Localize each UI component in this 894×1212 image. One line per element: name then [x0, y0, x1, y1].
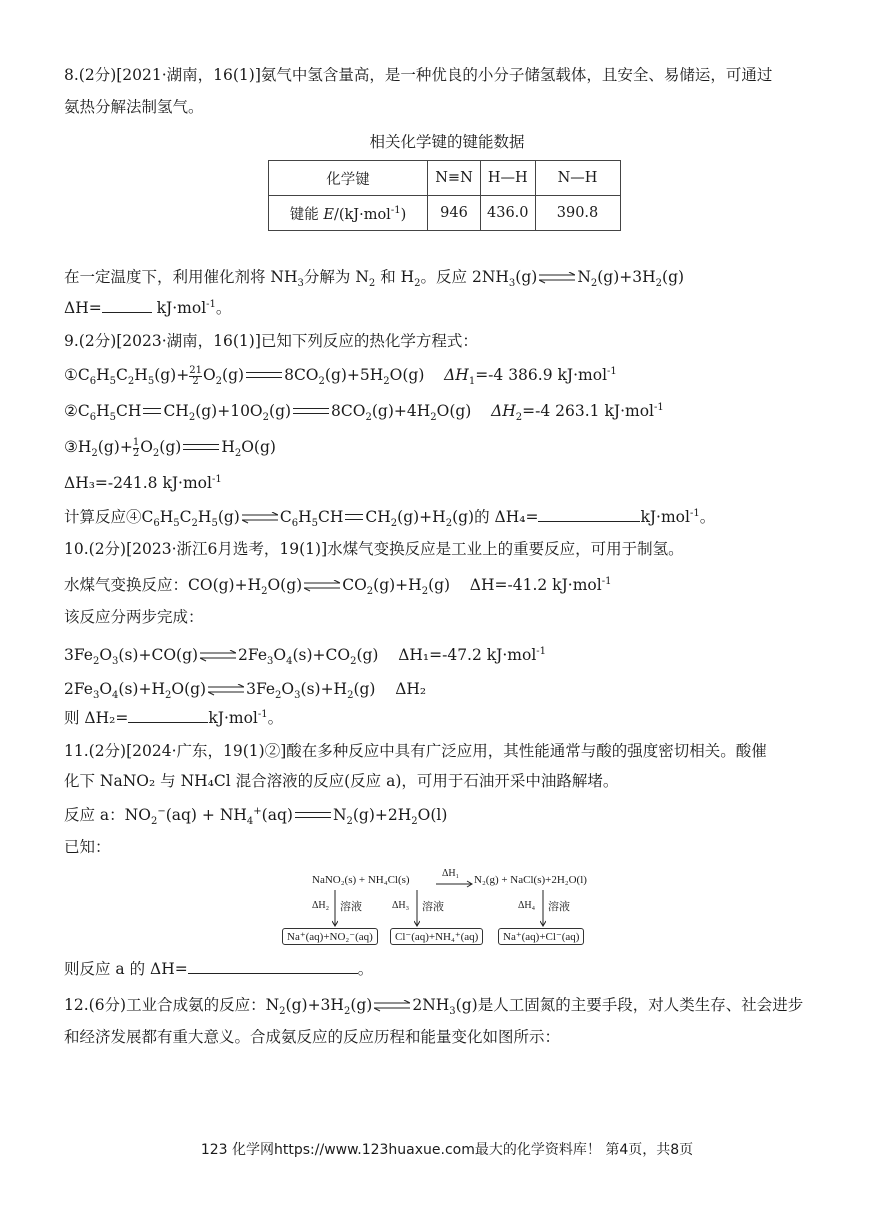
table-cell: 390.8 [535, 196, 620, 231]
reversible-arrow-icon [208, 684, 244, 696]
q11-line2: 化下 NaNO₂ 与 NH₄Cl 混合溶液的反应(反应 a)，可用于石油开采中油路解堵。 [64, 772, 619, 790]
diagram-reactants: NaNO₂(s) + NH₄Cl(s) [312, 874, 410, 886]
q8-line2: 氨热分解法制氢气。 [64, 98, 204, 116]
q10-line2: 水煤气变换反应：$CO(g)+H_2O(g)$ $CO_2(g)+H_2(g)$ ΔH=-41.2 kJ·mol$^{-1}$ [64, 575, 612, 598]
table-title: 相关化学键的键能数据 [369, 133, 525, 151]
reversible-arrow-icon [304, 580, 340, 592]
answer-blank[interactable] [128, 708, 208, 723]
diagram-box-sodium-nitrite-ions: Na⁺(aq)+NO₂⁻(aq) [282, 928, 378, 945]
diagram-dh1: ΔH₁ [442, 868, 460, 879]
answer-blank[interactable] [538, 507, 640, 522]
q10-step2: $2Fe_3O_4(s)+H_2O(g)$ $3Fe_2O_3(s)+H_2(g)$ ΔH₂ [64, 680, 427, 702]
q10-line3: 该反应分两步完成： [64, 608, 204, 626]
reversible-arrow-icon [242, 512, 278, 524]
q9-reaction-1: $①C_6H_5C_2H_5(g)+$ $\frac{21}{2}$ $O_2(g)$ $8CO_2(g)+5H_2O(g)$ $\Delta H_1=-4$ 386.9 kJ·mol$^{-1}$ [64, 364, 617, 388]
q9-dh3: ΔH₃=-241.8 kJ·mol$^{-1}$ [64, 473, 222, 492]
down-arrow-icon [540, 890, 546, 930]
table-cell: 436.0 [481, 196, 536, 231]
enthalpy-cycle-diagram [280, 868, 620, 954]
q11-line1: 11.(2分)[2024·广东，19(1)②]酸在多种反应中具有广泛应用，其性能通常与酸的强度密切相关。酸催 [64, 742, 767, 760]
diagram-dh4: ΔH₄ [518, 900, 536, 911]
q11-reaction-a: 反应 a：$NO_2^-(aq) + NH_4^+(aq)$ $N_2(g)+2H_2O(l)$ [64, 805, 448, 828]
diagram-box-ammonium-chloride-ions: Cl⁻(aq)+NH₄⁺(aq) [390, 928, 483, 945]
q11-answer-line: 则反应 a 的 ΔH= 。 [64, 960, 374, 978]
table-header: 化学键 [269, 161, 428, 196]
q10-step1: $3Fe_2O_3(s)+CO(g)$ $2Fe_3O_4(s)+CO_2(g)$ ΔH₁=-47.2 kJ·mol$^{-1}$ [64, 645, 547, 668]
diagram-box-sodium-chloride-ions: Na⁺(aq)+Cl⁻(aq) [498, 928, 584, 945]
reversible-arrow-icon [200, 650, 236, 662]
reversible-arrow-icon [539, 272, 575, 284]
right-arrow-icon [436, 880, 476, 888]
diagram-solution-label: 溶液 [548, 901, 570, 913]
q9-reaction-2: $②C_6H_5CH$ $CH_2(g)+10O_2(g)$ $8CO_2(g)+4H_2O(g)$ $\Delta H_2=-4$ 263.1 kJ·mol$^{-1}$ [64, 401, 664, 424]
q9-line1: 9.(2分)[2023·湖南，16(1)]已知下列反应的热化学方程式： [64, 332, 478, 350]
diagram-solution-label: 溶液 [422, 901, 444, 913]
q9-calc-line: 计算反应$④C_6H_5C_2H_5(g)$ $C_6H_5CH$ $CH_2(g)+H_2(g)$的 ΔH₄= kJ·mol$^{-1}$。 [64, 507, 716, 530]
diagram-products: N₂(g) + NaCl(s)+2H₂O(l) [474, 874, 587, 886]
q12-line2: 和经济发展都有重大意义。合成氨反应的反应历程和能量变化如图所示： [64, 1028, 561, 1046]
page-footer: 123 化学网https://www.123huaxue.com最大的化学资料库！ 第4页，共8页 [200, 1142, 694, 1158]
q8-line3: 在一定温度下，利用催化剂将 $NH_3$分解为 $N_2$ 和 $H_2$。反应 $2NH_3(g)$ $N_2(g)+3H_2(g)$ [64, 268, 685, 290]
table-header: H—H [481, 161, 536, 196]
diagram-dh3: ΔH₃ [392, 900, 410, 911]
table-header: N≡N [428, 161, 481, 196]
diagram-dh2: ΔH₂ [312, 900, 330, 911]
q10-line1: 10.(2分)[2023·浙江6月选考，19(1)]水煤气变换反应是工业上的重要反应，可用于制氢。 [64, 540, 684, 558]
answer-blank[interactable] [102, 298, 152, 313]
q10-answer-line: 则 ΔH₂= kJ·mol$^{-1}$。 [64, 708, 284, 727]
q8-line1: 8.(2分)[2021·湖南，16(1)]氨气中氢含量高，是一种优良的小分子储氢载体，且安全、易储运，可通过 [64, 66, 773, 84]
table-header: N—H [535, 161, 620, 196]
q12-line1: 12.(6分)工业合成氨的反应：$N_2(g)+3H_2(g)$ $2NH_3(g)$是人工固氮的主要手段，对人类生存、社会进步 [64, 996, 804, 1018]
table-row-label: 键能 E/(kJ·mol$^{-1}$) [269, 196, 428, 231]
down-arrow-icon [414, 890, 420, 930]
q9-reaction-3: $③H_2(g)+$ $\frac{1}{2}$ $O_2(g)$ $H_2O(g)$ [64, 436, 276, 460]
reversible-arrow-icon [374, 1000, 410, 1012]
q8-answer-line: ΔH= kJ·mol$^{-1}$。 [64, 298, 232, 317]
bond-energy-table [268, 160, 621, 231]
table-cell: 946 [428, 196, 481, 231]
down-arrow-icon [332, 890, 338, 930]
answer-blank[interactable] [188, 959, 358, 974]
q11-known: 已知： [64, 838, 111, 856]
diagram-solution-label: 溶液 [340, 901, 362, 913]
